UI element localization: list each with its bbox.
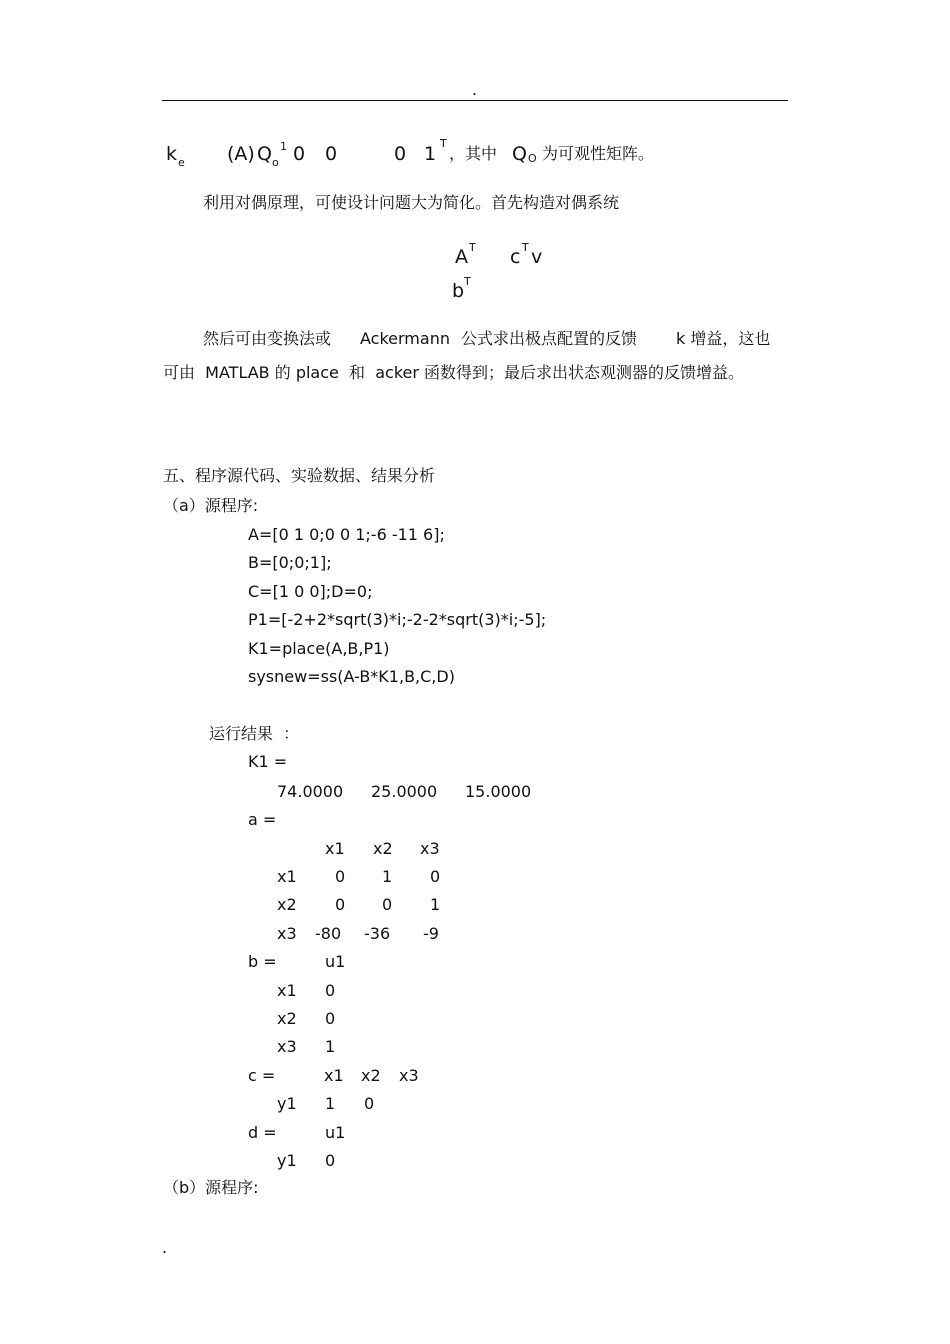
- code-line: K1=place(A,B,P1): [248, 639, 390, 658]
- formula-zero-1: 0: [293, 143, 306, 165]
- formula-one: 1: [424, 143, 437, 165]
- a-cell: 1: [382, 867, 393, 886]
- a-cell: 0: [430, 867, 441, 886]
- dual-a: A: [455, 246, 468, 268]
- c-row-header: y1: [277, 1094, 297, 1113]
- k1-value: 25.0000: [371, 782, 438, 801]
- a-row-header: x1: [277, 867, 297, 886]
- ackermann-line1-c: 公式求出极点配置的反馈: [461, 329, 638, 348]
- formula-text2: 为可观性矩阵。: [542, 144, 655, 163]
- dual-c: c: [510, 246, 521, 268]
- b-cell: 0: [325, 981, 336, 1000]
- a-cell: -9: [423, 924, 439, 943]
- dual-c-sup: T: [522, 241, 529, 254]
- a-cell: 0: [335, 867, 346, 886]
- formula-q-sup: 1: [280, 140, 287, 153]
- d-col-header: u1: [325, 1123, 346, 1142]
- a-col-header: x1: [325, 839, 345, 858]
- b-row-header: x2: [277, 1009, 297, 1028]
- a-cell: 1: [430, 895, 441, 914]
- dual-v: v: [531, 246, 543, 268]
- k1-value: 74.0000: [277, 782, 344, 801]
- code-line: B=[0;0;1];: [248, 553, 332, 572]
- b-col-header: u1: [325, 952, 346, 971]
- formula-a-paren: (A): [227, 143, 255, 165]
- d-label: d =: [248, 1123, 277, 1142]
- a-row-header: x3: [277, 924, 297, 943]
- b-row-header: x1: [277, 981, 297, 1000]
- code-line: P1=[-2+2*sqrt(3)*i;-2-2*sqrt(3)*i;-5];: [248, 610, 547, 629]
- section-5-title: 五、程序源代码、实验数据、结果分析: [163, 466, 436, 485]
- a-cell: -80: [315, 924, 342, 943]
- d-row-header: y1: [277, 1151, 297, 1170]
- a-cell: 0: [335, 895, 346, 914]
- a-cell: -36: [364, 924, 391, 943]
- b-label: b =: [248, 952, 277, 971]
- formula-k-sub: e: [178, 156, 185, 169]
- footer-dot: .: [162, 1238, 168, 1257]
- code-line: A=[0 1 0;0 0 1;-6 -11 6];: [248, 525, 445, 544]
- c-label: c =: [248, 1066, 276, 1085]
- dual-b: b: [452, 280, 465, 302]
- code-line: C=[1 0 0];D=0;: [248, 582, 373, 601]
- formula-text: ，其中: [449, 144, 498, 163]
- c-cell: 1: [325, 1094, 336, 1113]
- header-dot: .: [472, 80, 478, 99]
- c-col-header: x3: [399, 1066, 419, 1085]
- a-cell: 0: [382, 895, 393, 914]
- k1-label: K1 =: [248, 752, 288, 771]
- c-col-header: x2: [361, 1066, 381, 1085]
- formula-k: k: [166, 143, 178, 165]
- result-title: 运行结果 ：: [209, 724, 300, 743]
- formula-zero-2: 0: [325, 143, 338, 165]
- part-b-title: （b）源程序:: [163, 1178, 259, 1197]
- c-col-header: x1: [324, 1066, 344, 1085]
- formula-q: Q: [257, 143, 272, 165]
- formula-qo-sub: O: [528, 152, 537, 165]
- b-cell: 1: [325, 1037, 336, 1056]
- formula-qo: Q: [512, 143, 527, 165]
- para-dual: 利用对偶原理，可使设计问题大为简化。首先构造对偶系统: [203, 193, 620, 212]
- formula-q-sub: o: [272, 156, 279, 169]
- ackermann-line1-a: 然后可由变换法或: [203, 329, 332, 348]
- part-a-title: （a）源程序:: [163, 496, 259, 515]
- a-row-header: x2: [277, 895, 297, 914]
- dual-a-sup: T: [469, 241, 476, 254]
- a-col-header: x2: [373, 839, 393, 858]
- ackermann-line1-d: k 增益，这也: [676, 329, 771, 348]
- formula-zero-3: 0: [394, 143, 407, 165]
- k1-value: 15.0000: [465, 782, 532, 801]
- code-line: sysnew=ss(A-B*K1,B,C,D): [248, 667, 455, 686]
- a-col-header: x3: [420, 839, 440, 858]
- a-label: a =: [248, 810, 277, 829]
- header-rule: [162, 100, 788, 101]
- ackermann-line1-b: Ackermann: [360, 329, 450, 348]
- d-cell: 0: [325, 1151, 336, 1170]
- dual-b-sup: T: [464, 275, 471, 288]
- b-row-header: x3: [277, 1037, 297, 1056]
- ackermann-line2: 可由 MATLAB 的 place 和 acker 函数得到；最后求出状态观测器的反馈增益。: [163, 363, 745, 382]
- formula-t-sup: T: [440, 137, 447, 150]
- b-cell: 0: [325, 1009, 336, 1028]
- c-cell: 0: [364, 1094, 375, 1113]
